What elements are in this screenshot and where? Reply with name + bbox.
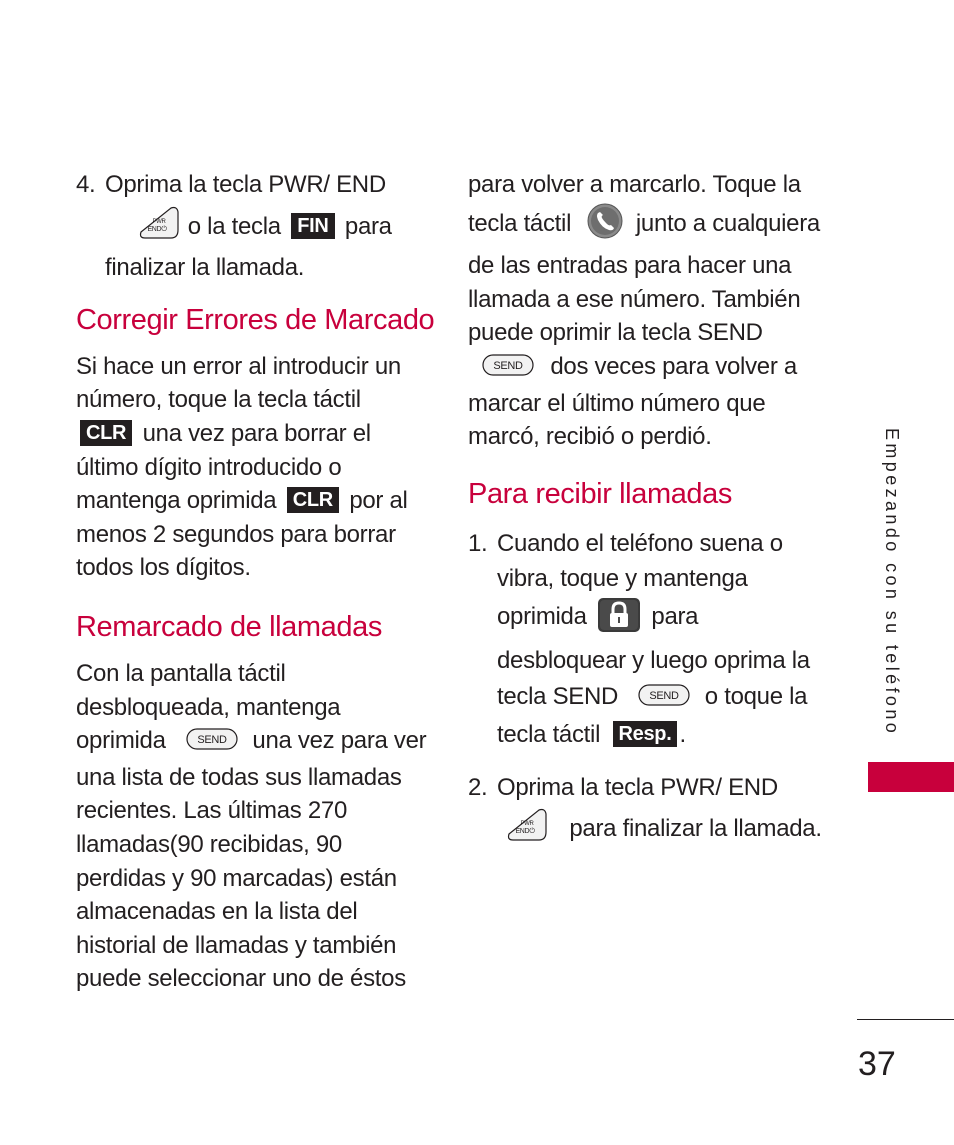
svg-text:SEND: SEND	[197, 734, 227, 747]
step-number: 2.	[468, 773, 488, 801]
continuation-text-1: para volver a marcarlo. Toque la tecla táctil	[468, 171, 801, 237]
send-key-icon	[186, 727, 238, 761]
pwr-end-key-icon	[503, 804, 549, 854]
continuation-text-2: junto a cualquiera de las entradas para hacer una llamada a ese número. También puede oprimir la tecla SEND	[468, 209, 820, 347]
step-2-text-2: para finalizar la llamada.	[569, 815, 822, 843]
clr-key: CLR	[80, 420, 132, 446]
svg-text:END⏻: END⏻	[515, 828, 535, 836]
step-number: 4.	[76, 171, 96, 198]
step-2	[468, 771, 828, 854]
section-title-vertical: Empezando con su teléfono	[882, 428, 902, 737]
heading-recibir: Para recibir llamadas	[468, 477, 732, 510]
phone-handset-icon	[586, 202, 624, 250]
step-1-text-1: Cuando el teléfono suena o vibra, toque y mantenga oprimida	[497, 529, 783, 630]
section-tab-marker	[868, 762, 954, 792]
pwr-end-key-icon	[135, 202, 181, 252]
step-4	[76, 168, 436, 285]
step-text-end: finalizar la llamada.	[105, 254, 305, 282]
continuation-text-3: dos veces para volver a marcar el último número que marcó, recibió o perdió.	[468, 352, 797, 451]
svg-text:PWR: PWR	[520, 821, 534, 828]
step-text-mid: o la tecla	[187, 212, 281, 240]
step-1-text-2: para desbloquear y luego oprima la tecla SEND	[497, 602, 810, 710]
corregir-paragraph	[76, 350, 436, 585]
send-key-icon	[482, 353, 534, 387]
svg-text:PWR: PWR	[152, 218, 166, 225]
remarcado-paragraph	[76, 657, 436, 996]
step-1-text-3: o toque la tecla táctil	[497, 682, 808, 749]
resp-key: Resp.	[613, 721, 678, 747]
step-number: 1.	[468, 529, 488, 557]
remarcado-text-1: Con la pantalla táctil desbloqueada, mantenga oprimida	[76, 659, 341, 755]
step-2-text-1: Oprima la tecla PWR/ END	[497, 773, 778, 801]
send-key-icon	[638, 682, 690, 718]
clr-key: CLR	[287, 487, 339, 513]
svg-text:SEND: SEND	[649, 689, 680, 702]
step-1	[468, 526, 828, 753]
fin-key: FIN	[291, 213, 334, 239]
page-number: 37	[858, 1045, 896, 1083]
corregir-text-2: una vez para borrar el último dígito introducido o mantenga oprimida	[76, 419, 371, 515]
continuation-paragraph	[468, 168, 828, 454]
lock-icon	[597, 597, 641, 644]
step-1-text-4: .	[679, 721, 686, 749]
svg-text:SEND: SEND	[493, 359, 523, 372]
footer-rule	[857, 1019, 954, 1020]
step-text: Oprima la tecla PWR/ END	[105, 171, 386, 198]
remarcado-text-2: una vez para ver una lista de todas sus llamadas recientes. Las últimas 270 llamadas(90 recibidas, 90 perdidas y 90 marcadas) están almacenadas en la lista del historial de llamadas y también puede seleccionar uno de éstos	[76, 727, 427, 993]
corregir-text-1: Si hace un error al introducir un número, toque la tecla táctil	[76, 352, 401, 414]
svg-text:END⏻: END⏻	[147, 225, 167, 233]
corregir-text-3: por al menos 2 segundos para borrar todos los dígitos.	[76, 487, 408, 582]
heading-corregir: Corregir Errores de Marcado	[76, 303, 435, 336]
left-column	[76, 168, 436, 996]
step-text-after: para	[344, 212, 392, 240]
heading-remarcado: Remarcado de llamadas	[76, 610, 382, 643]
right-column	[468, 168, 828, 854]
